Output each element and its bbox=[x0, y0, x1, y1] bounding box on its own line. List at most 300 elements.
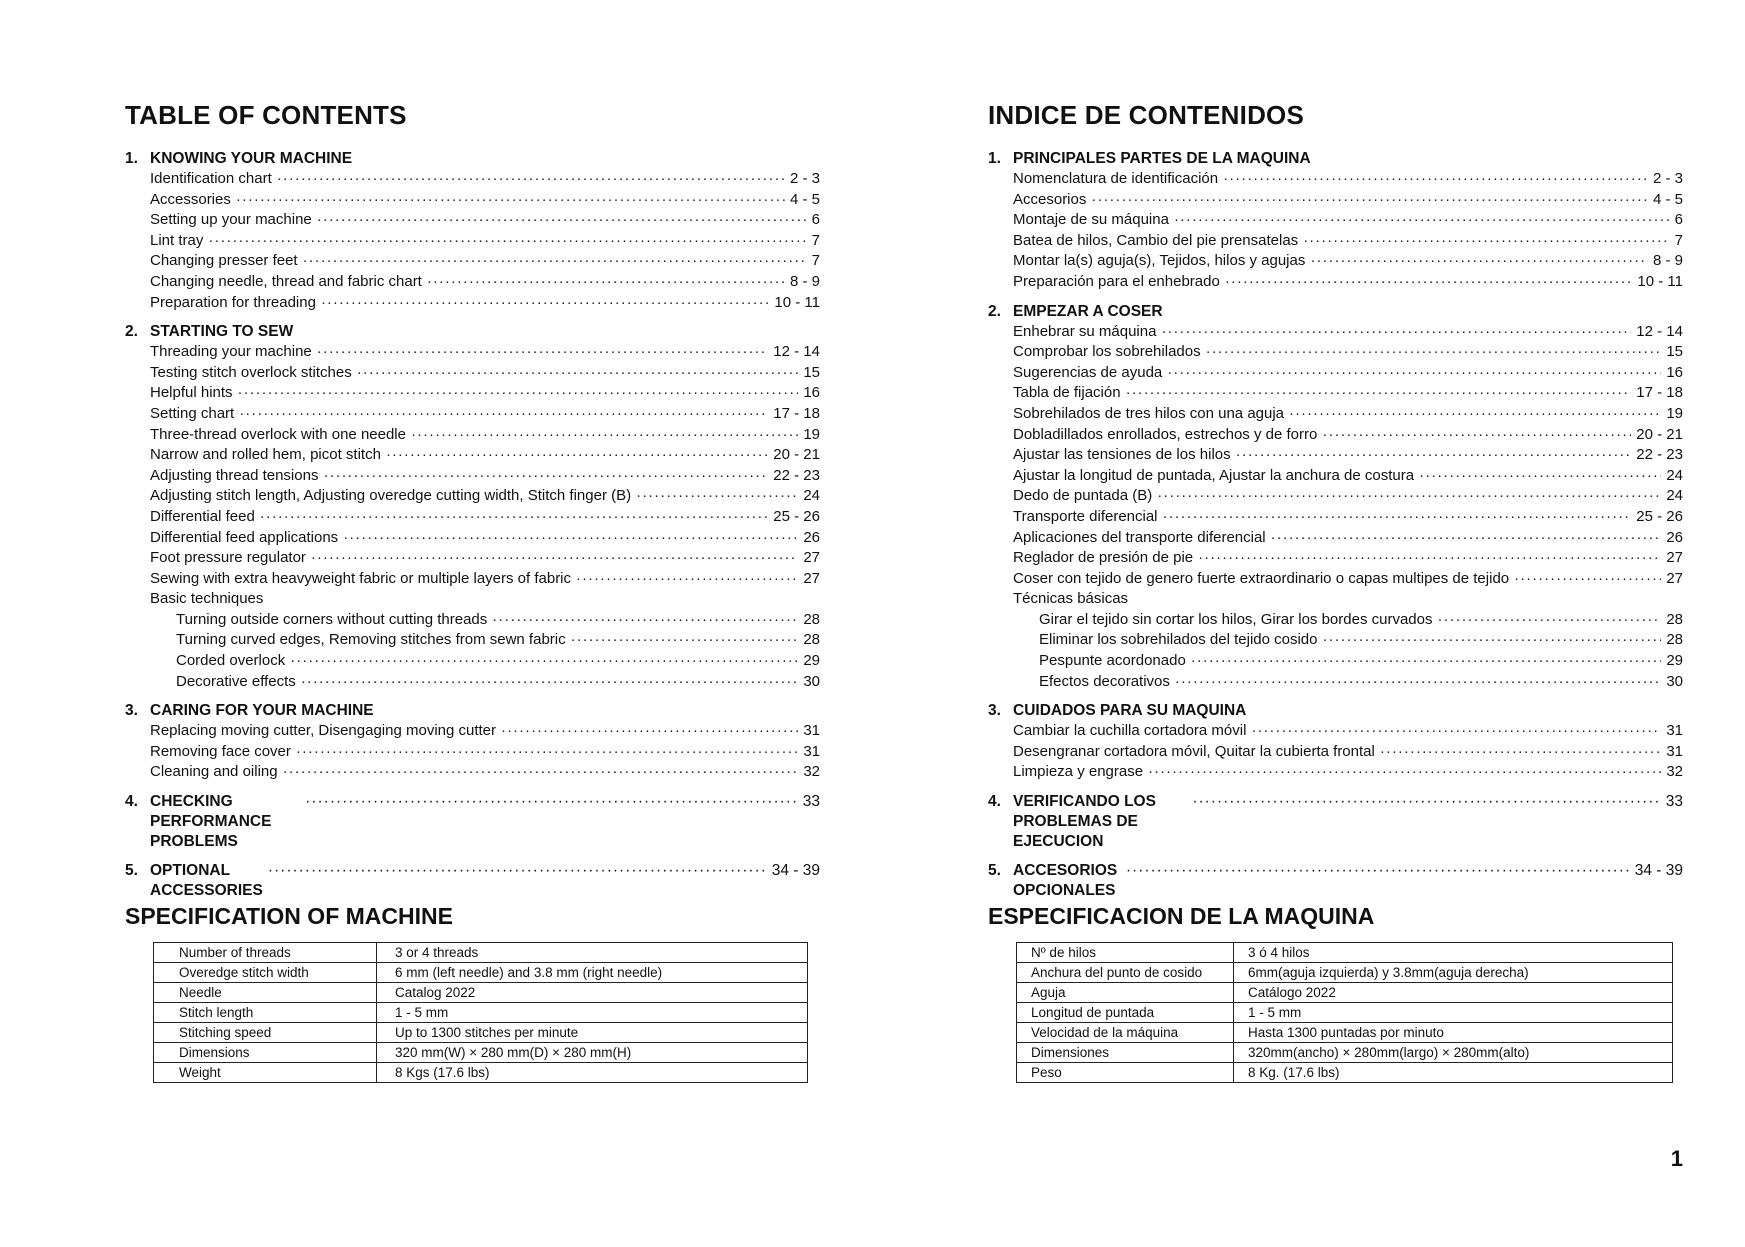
toc-section bbox=[125, 861, 820, 901]
entry-text: Transporte diferencial bbox=[1013, 507, 1158, 525]
toc-entry bbox=[988, 169, 1683, 190]
entry-text: Ajustar las tensiones de los hilos bbox=[1013, 446, 1231, 464]
toc-title: INDICE DE CONTENIDOS bbox=[988, 100, 1305, 130]
entry-text: Corded overlock bbox=[176, 652, 286, 670]
page-ref: 28 bbox=[803, 631, 820, 649]
page-ref: 34 - 39 bbox=[771, 862, 820, 880]
toc-entry bbox=[988, 672, 1683, 693]
spec-label: Longitud de puntada bbox=[1017, 1003, 1234, 1023]
page-ref: 15 bbox=[803, 363, 820, 381]
section-heading bbox=[125, 792, 820, 852]
dot-leader bbox=[492, 610, 798, 631]
dot-leader bbox=[1163, 507, 1632, 528]
page-ref: 16 bbox=[1666, 363, 1683, 381]
dot-leader bbox=[1167, 363, 1661, 384]
dot-leader bbox=[1419, 466, 1661, 487]
toc-entry bbox=[125, 742, 820, 763]
toc-entry bbox=[125, 272, 820, 293]
spec-row bbox=[154, 983, 808, 1003]
dot-leader bbox=[1148, 762, 1661, 783]
page-ref: 28 bbox=[1666, 631, 1683, 649]
dot-leader bbox=[576, 569, 798, 590]
entry-text: Sugerencias de ayuda bbox=[1013, 363, 1163, 381]
toc-spanish bbox=[988, 100, 1683, 910]
toc-entry bbox=[125, 445, 820, 466]
section-title: EMPEZAR A COSER bbox=[1013, 302, 1163, 320]
spec-row bbox=[1017, 963, 1673, 983]
dot-leader bbox=[1322, 425, 1631, 446]
toc-english bbox=[125, 100, 820, 910]
toc-title: TABLE OF CONTENTS bbox=[125, 100, 407, 130]
dot-leader bbox=[1303, 231, 1669, 252]
entry-text: Turning curved edges, Removing stitches from sewn fabric bbox=[176, 631, 566, 649]
entry-text: Narrow and rolled hem, picot stitch bbox=[150, 446, 381, 464]
page-ref: 31 bbox=[1666, 722, 1683, 740]
dot-leader bbox=[1206, 342, 1662, 363]
toc-section bbox=[988, 861, 1683, 901]
spec-value: Catalog 2022 bbox=[377, 983, 808, 1003]
toc-section bbox=[988, 149, 1683, 293]
dot-leader bbox=[317, 210, 807, 231]
toc-sections bbox=[125, 149, 820, 901]
entry-text: Adjusting stitch length, Adjusting overedge cutting width, Stitch finger (B) bbox=[150, 487, 632, 505]
section-number: 2. bbox=[988, 302, 1001, 320]
section-title: CARING FOR YOUR MACHINE bbox=[150, 702, 374, 720]
page-ref: 29 bbox=[1666, 652, 1683, 670]
spec-label: Peso bbox=[1017, 1063, 1234, 1083]
section-title: OPTIONAL ACCESSORIES bbox=[150, 862, 263, 900]
dot-leader bbox=[1438, 610, 1662, 631]
spec-label: Nº de hilos bbox=[1017, 943, 1234, 963]
toc-entry bbox=[125, 342, 820, 363]
section-heading bbox=[988, 302, 1683, 322]
entry-text: Ajustar la longitud de puntada, Ajustar la anchura de costura bbox=[1013, 466, 1415, 484]
dot-leader bbox=[357, 363, 799, 384]
page-ref: 2 - 3 bbox=[1652, 170, 1683, 187]
spec-row bbox=[1017, 1003, 1673, 1023]
page-ref: 12 - 14 bbox=[773, 343, 820, 361]
spec-row bbox=[154, 1003, 808, 1023]
page-ref: 26 bbox=[803, 528, 820, 546]
toc-entry bbox=[125, 507, 820, 528]
toc-entry bbox=[988, 190, 1683, 211]
spec-label: Dimensiones bbox=[1017, 1043, 1234, 1063]
entry-text: Cambiar la cuchilla cortadora móvil bbox=[1013, 722, 1247, 740]
section-title: ACCESORIOS OPCIONALES bbox=[1013, 862, 1118, 900]
entry-text: Efectos decorativos bbox=[1039, 672, 1170, 690]
entry-text: Nomenclatura de identificación bbox=[1013, 170, 1219, 187]
spec-label: Stitching speed bbox=[154, 1023, 377, 1043]
page-ref: 28 bbox=[1666, 610, 1683, 628]
dot-leader bbox=[323, 466, 768, 487]
page-ref: 29 bbox=[803, 652, 820, 670]
toc-entry bbox=[125, 762, 820, 783]
spec-title: ESPECIFICACION DE LA MAQUINA bbox=[988, 903, 1375, 929]
toc-entry bbox=[988, 466, 1683, 487]
toc-section bbox=[988, 302, 1683, 693]
page-ref: 31 bbox=[1666, 742, 1683, 760]
page-ref: 4 - 5 bbox=[1652, 190, 1683, 208]
entry-text: Comprobar los sobrehilados bbox=[1013, 343, 1201, 361]
entry-text: Changing needle, thread and fabric chart bbox=[150, 272, 422, 290]
page-ref: 17 - 18 bbox=[773, 404, 820, 422]
page-ref: 25 - 26 bbox=[773, 507, 820, 525]
toc-entry bbox=[125, 651, 820, 672]
dot-leader bbox=[1225, 272, 1633, 293]
page-ref: 32 bbox=[803, 763, 820, 781]
entry-text: Dedo de puntada (B) bbox=[1013, 487, 1153, 505]
spec-title: SPECIFICATION OF MACHINE bbox=[125, 903, 453, 929]
page-ref: 24 bbox=[1666, 487, 1683, 505]
entry-text: Coser con tejido de genero fuerte extraordinario o capas multipes de tejido bbox=[1013, 569, 1510, 587]
toc-entry bbox=[988, 251, 1683, 272]
toc-entry bbox=[988, 322, 1683, 343]
entry-text: Preparation for threading bbox=[150, 293, 316, 311]
entry-text: Dobladillados enrollados, estrechos y de forro bbox=[1013, 425, 1318, 443]
toc-entry bbox=[988, 486, 1683, 507]
page-ref: 24 bbox=[803, 487, 820, 505]
toc-entry bbox=[988, 721, 1683, 742]
dot-leader bbox=[1289, 404, 1661, 425]
dot-leader bbox=[1236, 445, 1632, 466]
section-number: 5. bbox=[125, 862, 138, 880]
section-title: STARTING TO SEW bbox=[150, 323, 294, 341]
page-ref: 30 bbox=[1666, 672, 1683, 690]
dot-leader bbox=[321, 293, 769, 314]
toc-section bbox=[988, 701, 1683, 783]
spec-value: 1 - 5 mm bbox=[1234, 1003, 1673, 1023]
section-heading bbox=[988, 792, 1683, 852]
dot-leader bbox=[268, 861, 767, 881]
section-number: 4. bbox=[988, 793, 1001, 811]
dot-leader bbox=[277, 169, 785, 190]
page-ref: 34 - 39 bbox=[1634, 862, 1683, 880]
entry-text: Accesorios bbox=[1013, 190, 1087, 208]
section-number: 2. bbox=[125, 323, 138, 341]
section-number: 3. bbox=[125, 702, 138, 720]
dot-leader bbox=[238, 383, 799, 404]
page-ref: 26 bbox=[1666, 528, 1683, 546]
spec-table bbox=[1016, 942, 1673, 1083]
toc-entry bbox=[125, 404, 820, 425]
dot-leader bbox=[1223, 169, 1648, 190]
spec-value: 3 or 4 threads bbox=[377, 943, 808, 963]
dot-leader bbox=[283, 762, 799, 783]
dot-leader bbox=[236, 190, 785, 211]
page-ref: 6 bbox=[1674, 211, 1683, 229]
dot-leader bbox=[260, 507, 769, 528]
dot-leader bbox=[427, 272, 785, 293]
entry-text: Replacing moving cutter, Disengaging moving cutter bbox=[150, 722, 497, 740]
toc-entry bbox=[988, 363, 1683, 384]
entry-text: Cleaning and oiling bbox=[150, 763, 278, 781]
entry-text: Testing stitch overlock stitches bbox=[150, 363, 352, 381]
section-title: VERIFICANDO LOS PROBLEMAS DE EJECUCION bbox=[1013, 793, 1156, 851]
page-ref: 2 - 3 bbox=[789, 170, 820, 187]
page-ref: 28 bbox=[803, 610, 820, 628]
dot-leader bbox=[1161, 322, 1631, 343]
spec-value: 8 Kgs (17.6 lbs) bbox=[377, 1063, 808, 1083]
entry-text: Lint tray bbox=[150, 231, 204, 249]
page-ref: 16 bbox=[803, 384, 820, 402]
dot-leader bbox=[1380, 742, 1661, 763]
toc-entry bbox=[988, 404, 1683, 425]
dot-leader bbox=[208, 231, 806, 252]
dot-leader bbox=[636, 486, 798, 507]
toc-entry bbox=[125, 383, 820, 404]
toc-entry bbox=[988, 762, 1683, 783]
spec-value: 1 - 5 mm bbox=[377, 1003, 808, 1023]
dot-leader bbox=[1271, 528, 1662, 549]
page-ref: 6 bbox=[811, 211, 820, 229]
dot-leader bbox=[1310, 251, 1648, 272]
spec-label: Dimensions bbox=[154, 1043, 377, 1063]
dot-leader bbox=[239, 404, 768, 425]
toc-section bbox=[988, 792, 1683, 852]
toc-entry bbox=[125, 630, 820, 651]
spec-label: Velocidad de la máquina bbox=[1017, 1023, 1234, 1043]
toc-entry bbox=[125, 721, 820, 742]
toc-entry bbox=[988, 507, 1683, 528]
spec-value: 3 ó 4 hilos bbox=[1234, 943, 1673, 963]
entry-text: Limpieza y engrase bbox=[1013, 763, 1144, 781]
dot-leader bbox=[1322, 630, 1661, 651]
section-number: 1. bbox=[988, 150, 1001, 167]
dot-leader bbox=[305, 792, 798, 812]
section-heading bbox=[988, 701, 1683, 721]
section-heading bbox=[125, 149, 820, 169]
spec-row bbox=[154, 1023, 808, 1043]
dot-leader bbox=[301, 672, 799, 693]
toc-entry bbox=[988, 528, 1683, 549]
entry-text: Preparación para el enhebrado bbox=[1013, 272, 1220, 290]
entry-text: Aplicaciones del transporte diferencial bbox=[1013, 528, 1266, 546]
section-heading bbox=[988, 861, 1683, 901]
spec-value: 6 mm (left needle) and 3.8 mm (right needle) bbox=[377, 963, 808, 983]
toc-entry bbox=[988, 383, 1683, 404]
page-ref: 10 - 11 bbox=[1637, 272, 1683, 290]
spec-row bbox=[1017, 1043, 1673, 1063]
page-ref: 24 bbox=[1666, 466, 1683, 484]
entry-text: Técnicas básicas bbox=[1013, 590, 1129, 608]
page-ref: 12 - 14 bbox=[1636, 322, 1683, 340]
section-title: CUIDADOS PARA SU MAQUINA bbox=[1013, 702, 1247, 720]
entry-text: Turning outside corners without cutting threads bbox=[176, 610, 488, 628]
entry-text: Tabla de fijación bbox=[1013, 384, 1121, 402]
spec-row bbox=[1017, 1063, 1673, 1083]
entry-text: Montaje de su máquina bbox=[1013, 211, 1169, 229]
entry-text: Decorative effects bbox=[176, 672, 296, 690]
entry-text: Sewing with extra heavyweight fabric or multiple layers of fabric bbox=[150, 569, 572, 587]
dot-leader bbox=[1514, 569, 1661, 590]
page-ref: 20 - 21 bbox=[773, 446, 820, 464]
spec-value: Up to 1300 stitches per minute bbox=[377, 1023, 808, 1043]
entry-text: Setting chart bbox=[150, 404, 235, 422]
entry-text: Identification chart bbox=[150, 170, 272, 187]
dot-leader bbox=[411, 425, 798, 446]
section-number: 1. bbox=[125, 150, 138, 167]
spec-value: Hasta 1300 puntadas por minuto bbox=[1234, 1023, 1673, 1043]
toc-entry bbox=[988, 651, 1683, 672]
dot-leader bbox=[1198, 548, 1661, 569]
toc-entry bbox=[125, 293, 820, 314]
toc-entry bbox=[988, 210, 1683, 231]
toc-entry bbox=[125, 190, 820, 211]
spec-label: Needle bbox=[154, 983, 377, 1003]
spec-row bbox=[154, 963, 808, 983]
page-ref: 27 bbox=[803, 549, 820, 567]
toc-entry bbox=[125, 589, 820, 610]
entry-text: Basic techniques bbox=[150, 590, 264, 608]
dot-leader bbox=[386, 445, 768, 466]
spec-row bbox=[154, 943, 808, 963]
spec-value: 8 Kg. (17.6 lbs) bbox=[1234, 1063, 1673, 1083]
section-number: 4. bbox=[125, 793, 138, 811]
page-number: 1 bbox=[1670, 1146, 1683, 1171]
entry-text: Pespunte acordonado bbox=[1039, 652, 1186, 670]
toc-entry bbox=[988, 425, 1683, 446]
page-ref: 15 bbox=[1666, 343, 1683, 361]
spec-label: Anchura del punto de cosido bbox=[1017, 963, 1234, 983]
entry-text: Differential feed applications bbox=[150, 528, 339, 546]
toc-entry bbox=[988, 445, 1683, 466]
dot-leader bbox=[311, 548, 798, 569]
page-ref: 31 bbox=[803, 742, 820, 760]
entry-text: Enhebrar su máquina bbox=[1013, 322, 1157, 340]
page-ref: 31 bbox=[803, 722, 820, 740]
toc-entry bbox=[988, 548, 1683, 569]
toc-entry bbox=[125, 363, 820, 384]
entry-text: Changing presser feet bbox=[150, 252, 298, 270]
dot-leader bbox=[1091, 190, 1648, 211]
page-ref: 27 bbox=[803, 569, 820, 587]
toc-section bbox=[125, 701, 820, 783]
entry-text: Foot pressure regulator bbox=[150, 549, 306, 567]
toc-entry bbox=[125, 610, 820, 631]
dot-leader bbox=[343, 528, 798, 549]
entry-text: Setting up your machine bbox=[150, 211, 312, 229]
entry-text: Reglador de presión de pie bbox=[1013, 549, 1194, 567]
toc-entry bbox=[125, 210, 820, 231]
toc-entry bbox=[988, 231, 1683, 252]
page-ref: 8 - 9 bbox=[789, 272, 820, 290]
toc-section bbox=[125, 322, 820, 692]
dot-leader bbox=[1175, 672, 1661, 693]
page-ref: 33 bbox=[1665, 793, 1683, 811]
section-number: 5. bbox=[988, 862, 1001, 880]
section-number: 3. bbox=[988, 702, 1001, 720]
toc-entry bbox=[125, 528, 820, 549]
toc-entry bbox=[988, 742, 1683, 763]
spec-label: Aguja bbox=[1017, 983, 1234, 1003]
toc-entry bbox=[125, 169, 820, 190]
page-ref: 17 - 18 bbox=[1636, 384, 1683, 402]
page-ref: 7 bbox=[1674, 231, 1683, 249]
toc-entry bbox=[125, 486, 820, 507]
dot-leader bbox=[1126, 861, 1630, 881]
entry-text: Accessories bbox=[150, 190, 231, 208]
toc-entry bbox=[125, 672, 820, 693]
spec-row bbox=[154, 1063, 808, 1083]
page-ref: 27 bbox=[1666, 549, 1683, 567]
entry-text: Helpful hints bbox=[150, 384, 233, 402]
page-ref: 32 bbox=[1666, 763, 1683, 781]
page-ref: 33 bbox=[802, 793, 820, 811]
spec-row bbox=[154, 1043, 808, 1063]
toc-entry bbox=[125, 231, 820, 252]
section-title: CHECKING PERFORMANCE PROBLEMS bbox=[150, 793, 272, 851]
toc-section bbox=[125, 792, 820, 852]
entry-text: Three-thread overlock with one needle bbox=[150, 425, 406, 443]
page-ref: 30 bbox=[803, 672, 820, 690]
dot-leader bbox=[317, 342, 769, 363]
section-title: KNOWING YOUR MACHINE bbox=[150, 150, 353, 167]
spec-table bbox=[153, 942, 808, 1083]
dot-leader bbox=[571, 630, 799, 651]
dot-leader bbox=[1126, 383, 1632, 404]
spec-value: 320 mm(W) × 280 mm(D) × 280 mm(H) bbox=[377, 1043, 808, 1063]
spec-label: Weight bbox=[154, 1063, 377, 1083]
toc-entry bbox=[988, 272, 1683, 293]
entry-text: Batea de hilos, Cambio del pie prensatelas bbox=[1013, 231, 1299, 249]
toc-entry bbox=[125, 569, 820, 590]
page-ref: 7 bbox=[811, 231, 820, 249]
dot-leader bbox=[1191, 651, 1662, 672]
entry-text: Girar el tejido sin cortar los hilos, Girar los bordes curvados bbox=[1039, 610, 1433, 628]
toc-section bbox=[125, 149, 820, 313]
dot-leader bbox=[296, 742, 798, 763]
toc-entry bbox=[988, 630, 1683, 651]
toc-entry bbox=[988, 569, 1683, 590]
spec-label: Number of threads bbox=[154, 943, 377, 963]
dot-leader bbox=[501, 721, 798, 742]
dot-leader bbox=[1174, 210, 1670, 231]
entry-text: Differential feed bbox=[150, 507, 255, 525]
page-ref: 22 - 23 bbox=[773, 466, 820, 484]
toc-entry bbox=[125, 466, 820, 487]
entry-text: Removing face cover bbox=[150, 742, 291, 760]
spec-row bbox=[1017, 1023, 1673, 1043]
page-ref: 4 - 5 bbox=[789, 190, 820, 208]
spec-label: Overedge stitch width bbox=[154, 963, 377, 983]
spec-spanish bbox=[988, 903, 1673, 1083]
toc-entry bbox=[988, 589, 1683, 610]
section-heading bbox=[988, 149, 1683, 169]
entry-text: Eliminar los sobrehilados del tejido cosido bbox=[1039, 631, 1318, 649]
page-ref: 22 - 23 bbox=[1636, 446, 1683, 464]
entry-text: Montar la(s) aguja(s), Tejidos, hilos y agujas bbox=[1013, 252, 1306, 270]
section-heading bbox=[125, 701, 820, 721]
dot-leader bbox=[1157, 486, 1661, 507]
toc-entry bbox=[125, 548, 820, 569]
spec-english bbox=[125, 903, 808, 1083]
toc-entry bbox=[125, 425, 820, 446]
entry-text: Sobrehilados de tres hilos con una aguja bbox=[1013, 404, 1285, 422]
spec-value: 6mm(aguja izquierda) y 3.8mm(aguja derecha) bbox=[1234, 963, 1673, 983]
page-ref: 10 - 11 bbox=[774, 293, 820, 311]
entry-text: Adjusting thread tensions bbox=[150, 466, 319, 484]
dot-leader bbox=[1251, 721, 1661, 742]
page-ref: 7 bbox=[811, 252, 820, 270]
page-ref: 27 bbox=[1666, 569, 1683, 587]
page-ref: 25 - 26 bbox=[1636, 507, 1683, 525]
spec-value: Catálogo 2022 bbox=[1234, 983, 1673, 1003]
page-ref: 19 bbox=[1666, 404, 1683, 422]
page-ref: 8 - 9 bbox=[1652, 252, 1683, 270]
section-heading bbox=[125, 322, 820, 342]
spec-label: Stitch length bbox=[154, 1003, 377, 1023]
entry-text: Threading your machine bbox=[150, 343, 312, 361]
